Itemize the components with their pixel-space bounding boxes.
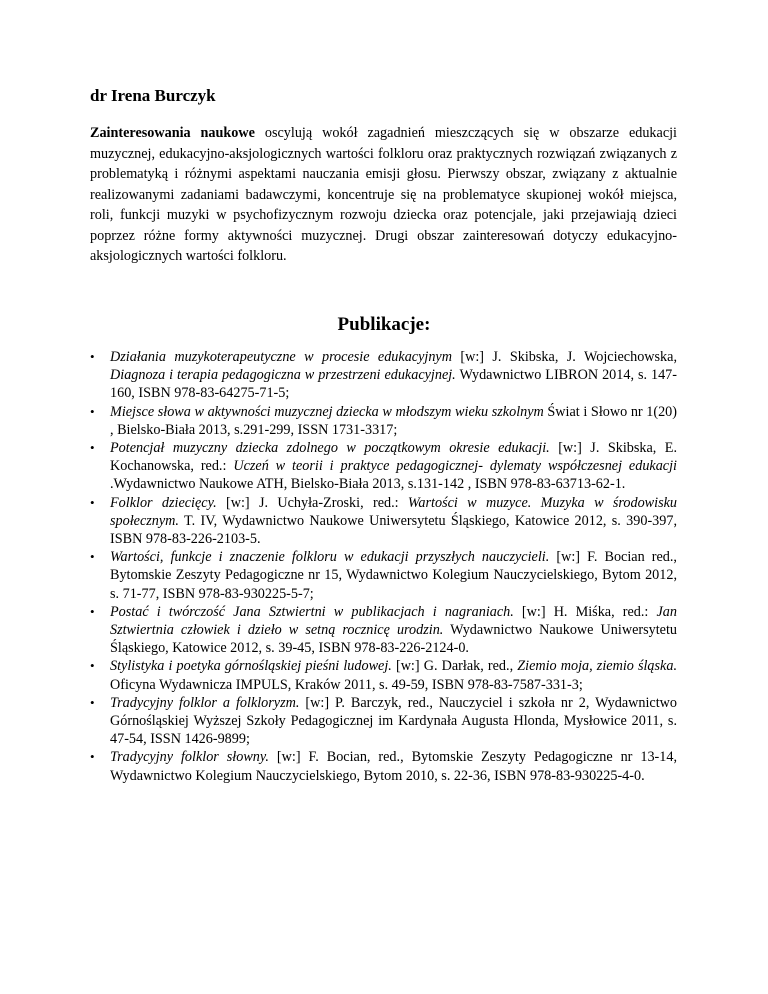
publication-title: Wartości, funkcje i znaczenie folkloru w edukacji przyszłych nauczycieli. xyxy=(110,549,550,566)
bullet-icon: • xyxy=(90,549,95,565)
publication-item xyxy=(90,694,677,749)
publication-item xyxy=(90,548,677,603)
publication-item xyxy=(90,657,677,693)
publication-text: [w:] J. Uchyła-Zroski, red.: xyxy=(216,494,408,511)
publication-details: T. IV, Wydawnictwo Naukowe Uniwersytetu Śląskiego, Katowice 2012, s. 390-397, ISBN 978-83-226-2103-5. xyxy=(110,512,677,548)
publication-title: Tradycyjny folklor słowny. xyxy=(110,749,269,766)
publication-title: Miejsce słowa w aktywności muzycznej dziecka w młodszym wieku szkolnym xyxy=(110,403,544,420)
publication-title: Postać i twórczość Jana Sztwiertni w publikacjach i nagraniach. xyxy=(110,603,514,620)
publication-text: Świat i Słowo nr 1(20) , Bielsko-Biała 2013, s.291-299, ISSN 1731-3317; xyxy=(110,403,678,438)
publication-book-title: Diagnoza i terapia pedagogiczna w przestrzeni edukacyjnej. xyxy=(110,367,456,384)
bullet-icon: • xyxy=(90,403,95,419)
publication-title: Tradycyjny folklor a folkloryzm. xyxy=(110,694,300,711)
bullet-icon: • xyxy=(90,658,95,674)
publication-text: [w:] F. Bocian, red., Bytomskie Zeszyty Pedagogiczne nr 13-14, Wydawnictwo Kolegium Nauczycielskiego, Bytom 2010, s. 22-36, ISBN 978-83-930225-4-0. xyxy=(110,749,678,784)
interests-lead: Zainteresowania naukowe xyxy=(90,125,255,141)
bullet-icon: • xyxy=(90,494,95,510)
publication-title: Stylistyka i poetyka górnośląskiej pieśni ludowej. xyxy=(110,658,392,675)
bullet-icon: • xyxy=(90,603,95,619)
bullet-icon: • xyxy=(90,694,95,710)
publication-details: Wydawnictwo LIBRON 2014, s. 147-160, ISBN 978-83-64275-71-5; xyxy=(110,367,677,402)
publication-text: [w:] F. Bocian red., Bytomskie Zeszyty Pedagogiczne nr 15, Wydawnictwo Kolegium Nauczycielskiego, Bytom 2012, s. 71-77, ISBN 978-83-930225-5-7; xyxy=(110,549,677,602)
publications-heading: Publikacje: xyxy=(337,314,431,335)
bullet-icon: • xyxy=(90,749,95,765)
publication-text: [w:] J. Skibska, E. Kochanowska, red.: xyxy=(110,440,678,475)
publication-book-title: Ziemio moja, ziemio śląska. xyxy=(517,658,677,675)
bullet-icon: • xyxy=(90,349,95,364)
publication-book-title: Wartości w muzyce. Muzyka w środowisku społecznym. xyxy=(110,494,677,529)
publication-details: Wydawnictwo Naukowe Uniwersytetu Śląskiego, Katowice 2012, s. 39-45, ISBN 978-83-226-2124-0. xyxy=(110,622,677,657)
publication-title: Folklor dziecięcy. xyxy=(110,494,217,511)
publication-details: .Wydawnictwo Naukowe ATH, Bielsko-Biała 2013, s.131-142 , ISBN 978-83-63713-62-1. xyxy=(110,476,626,493)
publication-item xyxy=(90,348,677,403)
publication-item xyxy=(90,603,677,658)
author-heading: dr Irena Burczyk xyxy=(90,86,216,105)
publications-list xyxy=(90,348,677,785)
publication-text: [w:] P. Barczyk, red., Nauczyciel i szkoła nr 2, Wydawnictwo Górnośląskiej Wyższej Szkoły Pedagogicznej im Kardynała Augusta Hlonda, Mysłowice 2011, s. 47-54, ISSN 1426-9899; xyxy=(110,694,677,748)
publication-item xyxy=(90,439,677,494)
research-interests-paragraph xyxy=(90,123,677,267)
interests-text: oscylują wokół zagadnień mieszczących się w obszarze edukacji muzycznej, edukacyjno-aksjologicznych wartości folkloru oraz praktycznych rozwiązań związanych z problematyką i różnymi aspektami nauczania emisji głosu. Pierwszy obszar, związany z aktualnie realizowanymi zadaniami badawczymi, koncentruje się na problematyce skupionej wokół miejsca, roli, funkcji muzyki w psychofizycznym rozwoju dziecka oraz potencjale, jaki przejawiają dzieci poprzez różne formy aktywności muzycznej. Drugi obszar zainteresowań dotyczy edukacyjno-aksjologicznych wartości folkloru. xyxy=(90,125,678,264)
publication-title: Potencjał muzyczny dziecka zdolnego w początkowym okresie edukacji. xyxy=(110,440,550,457)
publication-item xyxy=(90,403,677,439)
publication-book-title: Uczeń w teorii i praktyce pedagogicznej- dylematy współczesnej edukacji xyxy=(233,458,677,475)
publication-text: [w:] H. Miśka, red.: xyxy=(513,603,657,620)
bullet-icon: • xyxy=(90,440,95,456)
publication-details: Oficyna Wydawnicza IMPULS, Kraków 2011, s. 49-59, ISBN 978-83-7587-331-3; xyxy=(110,676,583,693)
publication-title: Działania muzykoterapeutyczne w procesie edukacyjnym xyxy=(110,349,452,365)
publication-text: [w:] G. Darłak, red., xyxy=(391,658,518,675)
publication-book-title: Jan Sztwiertnia człowiek i dzieło w setną rocznicę urodzin. xyxy=(110,603,677,639)
publication-item xyxy=(90,494,677,549)
publication-item xyxy=(90,748,677,784)
publication-text: [w:] J. Skibska, J. Wojciechowska, xyxy=(451,349,677,365)
